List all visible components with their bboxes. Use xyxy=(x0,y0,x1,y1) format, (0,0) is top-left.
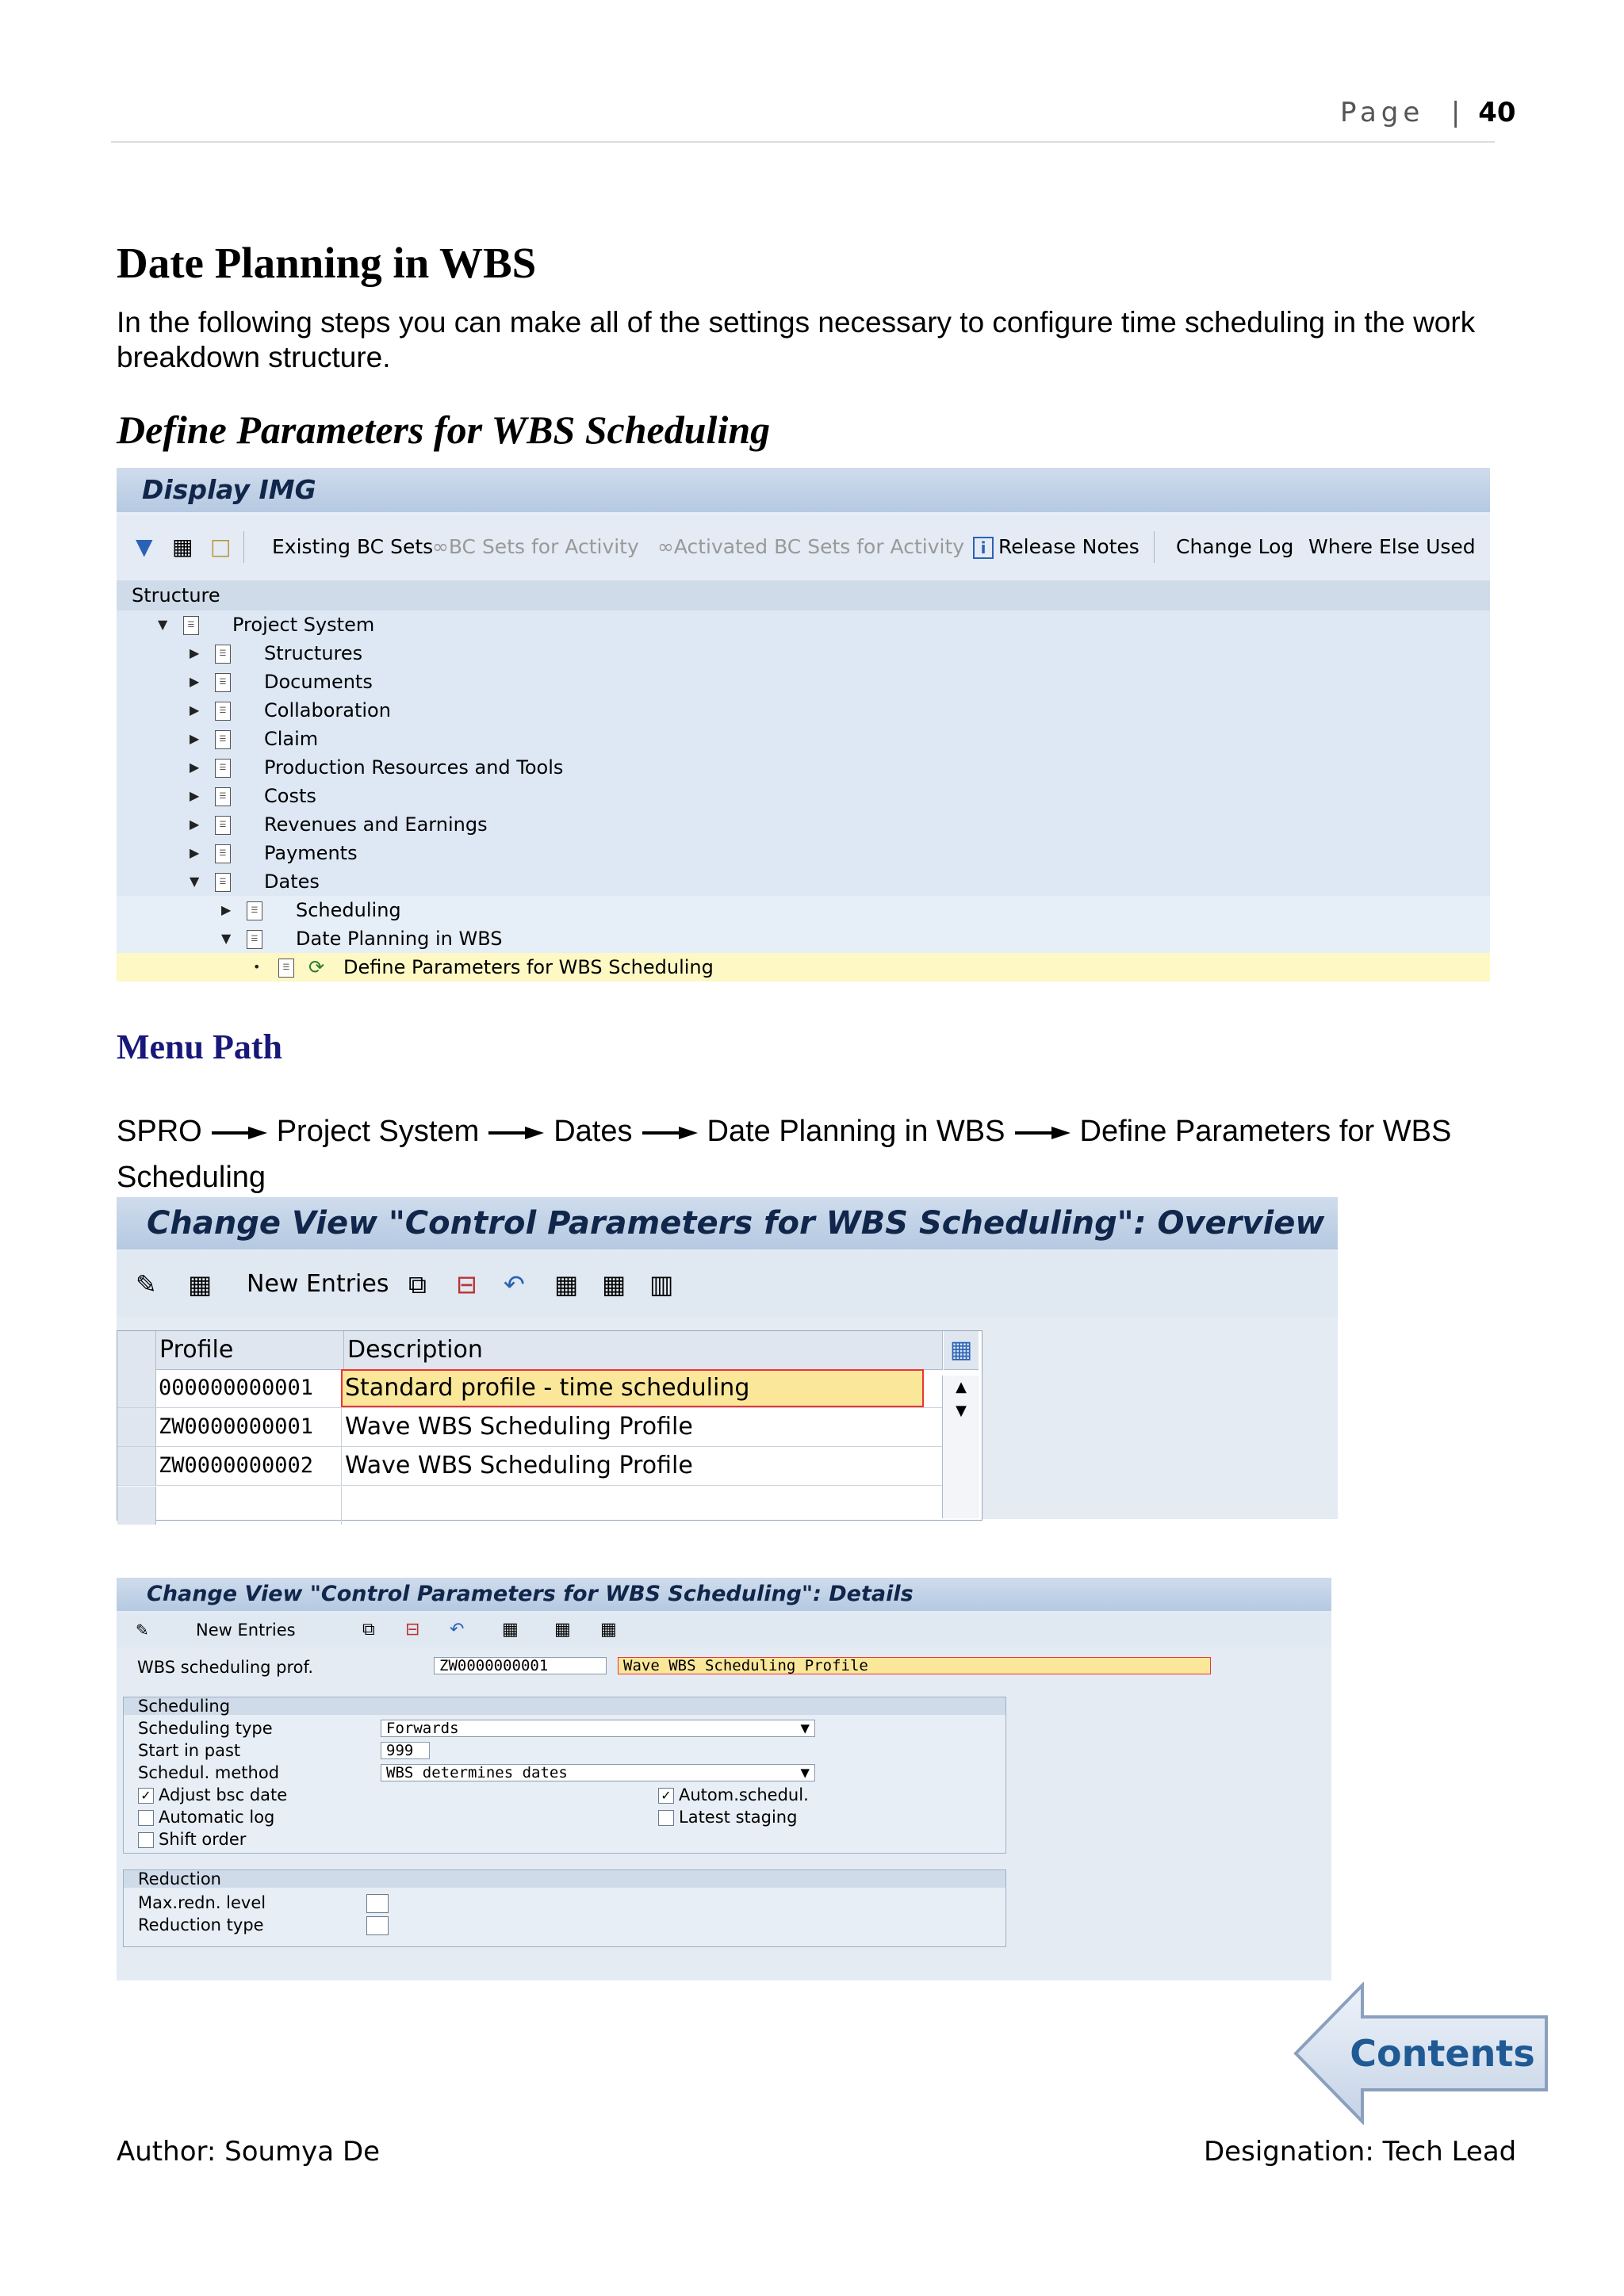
chevron-down-icon: ▼ xyxy=(800,1764,810,1781)
where-else-used-button[interactable]: Where Else Used xyxy=(1308,535,1476,558)
tree-node-label: Revenues and Earnings xyxy=(264,813,488,836)
check-icon[interactable]: ▦ xyxy=(188,1269,213,1299)
table-scrollbar[interactable] xyxy=(942,1376,979,1518)
profile-cell[interactable]: ZW0000000001 xyxy=(159,1414,314,1439)
autom-scheduling-checkbox[interactable]: ✓ xyxy=(658,1788,674,1804)
table-settings-icon[interactable]: ▦ xyxy=(944,1331,979,1370)
document-icon[interactable]: ☰ xyxy=(183,616,199,635)
description-cell[interactable]: Standard profile - time scheduling xyxy=(341,1369,924,1407)
autom-scheduling-label: Autom.schedul. xyxy=(679,1785,809,1804)
column-header-description[interactable]: Description xyxy=(344,1331,943,1370)
section-title: Date Planning in WBS xyxy=(117,239,537,287)
undo-icon[interactable]: ↶ xyxy=(450,1620,465,1640)
display-img-screenshot xyxy=(117,468,1490,980)
tree-node-label: Payments xyxy=(264,842,358,864)
tree-node-label: Collaboration xyxy=(264,699,391,721)
page-header: Page | 40 xyxy=(1340,97,1516,128)
menu-path-step: Project System xyxy=(276,1115,480,1148)
scheduling-type-select[interactable] xyxy=(381,1720,815,1737)
tree-node[interactable] xyxy=(117,953,1490,982)
table-row[interactable] xyxy=(117,1408,979,1447)
tree-node-label: Project System xyxy=(232,614,375,636)
adjust-bsc-date-label: Adjust bsc date xyxy=(159,1785,288,1804)
bc-sets-activity-button xyxy=(432,515,639,579)
tree-node[interactable] xyxy=(117,867,1490,896)
table-row[interactable] xyxy=(117,1447,979,1486)
img-title-bar: Display IMG xyxy=(117,468,1490,512)
contents-button[interactable] xyxy=(1293,1982,1550,2125)
bc-set-icon: ∞ xyxy=(432,535,449,558)
row-selector[interactable] xyxy=(117,1487,156,1525)
arrow-right-icon xyxy=(488,1126,544,1140)
bookmark-icon[interactable]: □ xyxy=(210,534,232,560)
scheduling-method-label: Schedul. method xyxy=(138,1763,280,1782)
max-reduction-level-field[interactable] xyxy=(366,1894,389,1913)
tree-node[interactable] xyxy=(117,668,1490,696)
tree-node[interactable] xyxy=(117,753,1490,782)
select-all-icon[interactable]: ▦ xyxy=(554,1269,579,1299)
tree-node[interactable] xyxy=(117,924,1490,953)
select-block-icon[interactable]: ▦ xyxy=(554,1620,571,1640)
tree-node[interactable] xyxy=(117,782,1490,810)
footer-designation: Designation: Tech Lead xyxy=(1204,2136,1517,2168)
reduction-group xyxy=(123,1869,1006,1947)
tree-node-label: Date Planning in WBS xyxy=(296,928,503,950)
details-title-bar: Change View "Control Parameters for WBS Scheduling": Details xyxy=(117,1578,1331,1611)
document-icon[interactable]: ☰ xyxy=(247,901,262,920)
tree-node-label: Claim xyxy=(264,728,319,750)
row-selector[interactable] xyxy=(117,1408,156,1446)
toolbar-separator xyxy=(1154,531,1155,563)
tree-node[interactable] xyxy=(117,839,1490,867)
menu-path-step: Date Planning in WBS xyxy=(707,1115,1005,1148)
profile-label: WBS scheduling prof. xyxy=(137,1658,314,1677)
display-change-icon[interactable]: ✎ xyxy=(136,1621,149,1640)
expand-all-icon[interactable]: ▼ xyxy=(136,534,153,560)
delete-icon[interactable]: ⊟ xyxy=(405,1620,420,1640)
document-icon[interactable]: ☰ xyxy=(215,645,231,664)
menu-path-step: Dates xyxy=(553,1115,633,1148)
details-screenshot xyxy=(117,1578,1331,1980)
contents-label: Contents xyxy=(1350,2032,1535,2075)
tree-node-label: Dates xyxy=(264,871,320,893)
document-icon[interactable]: ☰ xyxy=(215,844,231,863)
shift-order-label: Shift order xyxy=(159,1830,247,1849)
tree-node[interactable] xyxy=(117,639,1490,668)
subsection-title: Define Parameters for WBS Scheduling xyxy=(117,408,771,452)
overview-title-bar: Change View "Control Parameters for WBS Scheduling": Overview xyxy=(117,1197,1338,1249)
table-row-empty[interactable] xyxy=(117,1487,979,1525)
footer-author: Author: Soumya De xyxy=(117,2136,381,2168)
start-in-past-label: Start in past xyxy=(138,1741,241,1760)
page-number: 40 xyxy=(1478,97,1516,128)
expand-arrow-icon[interactable]: ▶ xyxy=(221,902,232,917)
chevron-down-icon: ▼ xyxy=(800,1720,810,1737)
select-block-icon[interactable]: ▦ xyxy=(602,1269,626,1299)
document-icon[interactable]: ☰ xyxy=(278,959,294,978)
collapse-arrow-icon[interactable]: ▼ xyxy=(190,874,200,889)
display-change-icon[interactable]: ✎ xyxy=(136,1269,157,1299)
scroll-down-icon[interactable]: ▼ xyxy=(956,1402,967,1419)
menu-path xyxy=(117,1108,1496,1200)
row-selector[interactable] xyxy=(117,1369,156,1407)
leaf-bullet-icon: • xyxy=(253,959,261,974)
collapse-arrow-icon[interactable]: ▼ xyxy=(158,617,168,632)
document-icon[interactable]: ☰ xyxy=(215,673,231,692)
tree-node-label: Define Parameters for WBS Scheduling xyxy=(343,956,714,978)
document-icon[interactable]: ☰ xyxy=(215,873,231,892)
document-icon[interactable]: ☰ xyxy=(247,930,262,949)
latest-staging-checkbox[interactable] xyxy=(658,1810,674,1826)
profiles-table xyxy=(117,1330,982,1521)
empty-cell xyxy=(341,1487,924,1525)
expand-arrow-icon[interactable]: ▶ xyxy=(190,845,200,860)
reduction-type-field[interactable] xyxy=(366,1916,389,1935)
next-entry-icon[interactable]: ▦ xyxy=(502,1620,519,1640)
menu-path-step: Define Parameters for WBS Scheduling xyxy=(117,1115,1452,1194)
max-reduction-level-label: Max.redn. level xyxy=(138,1893,266,1912)
overview-screenshot xyxy=(117,1197,1338,1519)
structure-header: Structure xyxy=(117,580,1490,610)
img-structure-tree xyxy=(117,580,1490,980)
menu-path-title: Menu Path xyxy=(117,1027,282,1066)
adjust-bsc-date-checkbox[interactable]: ✓ xyxy=(138,1788,154,1804)
collapse-arrow-icon[interactable]: ▼ xyxy=(221,931,232,946)
menu-path-step: SPRO xyxy=(117,1115,202,1148)
arrow-right-icon xyxy=(1015,1126,1071,1140)
bc-set-icon: ∞ xyxy=(657,535,674,558)
profile-id-field[interactable]: ZW0000000001 xyxy=(434,1657,607,1674)
tree-node[interactable] xyxy=(117,725,1490,753)
tree-node[interactable] xyxy=(117,610,1490,639)
description-cell[interactable]: Wave WBS Scheduling Profile xyxy=(341,1408,924,1446)
document-icon[interactable]: ☰ xyxy=(215,759,231,778)
scroll-up-icon[interactable]: ▲ xyxy=(956,1379,967,1395)
activated-bc-sets-label: Activated BC Sets for Activity xyxy=(673,535,965,558)
copy-icon[interactable]: ⧉ xyxy=(362,1620,375,1640)
page-label: Page xyxy=(1340,97,1425,128)
info-icon: i xyxy=(973,537,994,559)
expand-arrow-icon[interactable]: ▶ xyxy=(190,702,200,718)
tree-node[interactable] xyxy=(117,896,1490,924)
document-icon[interactable]: ☰ xyxy=(215,702,231,721)
profile-cell[interactable]: ZW0000000002 xyxy=(159,1453,314,1478)
expand-arrow-icon[interactable]: ▶ xyxy=(190,760,200,775)
scheduling-method-value: WBS determines dates xyxy=(386,1764,568,1781)
description-cell[interactable]: Wave WBS Scheduling Profile xyxy=(341,1447,924,1485)
new-entries-button[interactable]: New Entries xyxy=(247,1270,389,1298)
expand-arrow-icon[interactable]: ▶ xyxy=(190,674,200,689)
img-toolbar xyxy=(117,515,1490,579)
latest-staging-label: Latest staging xyxy=(679,1808,798,1827)
document-icon[interactable]: ☰ xyxy=(215,816,231,835)
tree-node-label: Scheduling xyxy=(296,899,401,921)
find-icon[interactable]: ▦ xyxy=(172,534,193,560)
scheduling-type-label: Scheduling type xyxy=(138,1719,273,1738)
deselect-all-icon[interactable]: ▥ xyxy=(649,1269,674,1299)
reduction-group-header: Reduction xyxy=(124,1870,1005,1888)
tree-node[interactable] xyxy=(117,810,1490,839)
toolbar-separator xyxy=(243,531,244,563)
undo-icon[interactable]: ↶ xyxy=(504,1269,525,1299)
tree-node-label: Costs xyxy=(264,785,316,807)
expand-arrow-icon[interactable]: ▶ xyxy=(190,645,200,660)
table-corner[interactable] xyxy=(117,1331,156,1370)
new-entries-button[interactable]: New Entries xyxy=(196,1621,296,1640)
automatic-log-checkbox[interactable] xyxy=(138,1810,154,1826)
arrow-right-icon xyxy=(212,1126,267,1140)
activated-bc-sets-button xyxy=(657,515,964,579)
tree-node-label: Structures xyxy=(264,642,363,664)
column-header-profile[interactable]: Profile xyxy=(156,1331,344,1370)
expand-arrow-icon[interactable]: ▶ xyxy=(190,731,200,746)
bc-sets-activity-label: BC Sets for Activity xyxy=(448,535,639,558)
arrow-right-icon xyxy=(642,1126,698,1140)
release-notes-button[interactable] xyxy=(973,515,1139,579)
execute-icon[interactable]: ⟳ xyxy=(308,956,325,978)
existing-bc-sets-button[interactable]: Existing BC Sets xyxy=(272,535,434,558)
intro-paragraph: In the following steps you can make all of the settings necessary to configure time scheduling in the work breakdown structure. xyxy=(117,306,1476,373)
select-all-icon[interactable]: ▦ xyxy=(600,1620,617,1640)
shift-order-checkbox[interactable] xyxy=(138,1832,154,1848)
scheduling-group-header: Scheduling xyxy=(124,1697,1005,1715)
tree-node-label: Production Resources and Tools xyxy=(264,756,564,779)
document-icon[interactable]: ☰ xyxy=(215,730,231,749)
tree-node[interactable] xyxy=(117,696,1490,725)
table-row[interactable] xyxy=(117,1369,979,1408)
profile-description-field[interactable]: Wave WBS Scheduling Profile xyxy=(618,1657,1211,1674)
start-in-past-field[interactable]: 999 xyxy=(381,1742,430,1759)
header-divider xyxy=(111,141,1495,143)
scheduling-group xyxy=(123,1697,1006,1854)
expand-arrow-icon[interactable]: ▶ xyxy=(190,788,200,803)
document-icon[interactable]: ☰ xyxy=(215,787,231,806)
scheduling-type-value: Forwards xyxy=(386,1720,459,1737)
copy-icon[interactable]: ⧉ xyxy=(408,1269,427,1299)
reduction-type-label: Reduction type xyxy=(138,1915,264,1934)
details-toolbar xyxy=(117,1613,1331,1647)
expand-arrow-icon[interactable]: ▶ xyxy=(190,817,200,832)
change-log-button[interactable]: Change Log xyxy=(1176,535,1294,558)
profile-cell[interactable]: 000000000001 xyxy=(159,1376,314,1400)
delete-icon[interactable]: ⊟ xyxy=(456,1269,477,1299)
scheduling-method-select[interactable] xyxy=(381,1764,815,1781)
overview-toolbar xyxy=(117,1251,1338,1318)
row-selector[interactable] xyxy=(117,1447,156,1485)
release-notes-label: Release Notes xyxy=(998,535,1139,558)
automatic-log-label: Automatic log xyxy=(159,1808,275,1827)
tree-node-label: Documents xyxy=(264,671,373,693)
